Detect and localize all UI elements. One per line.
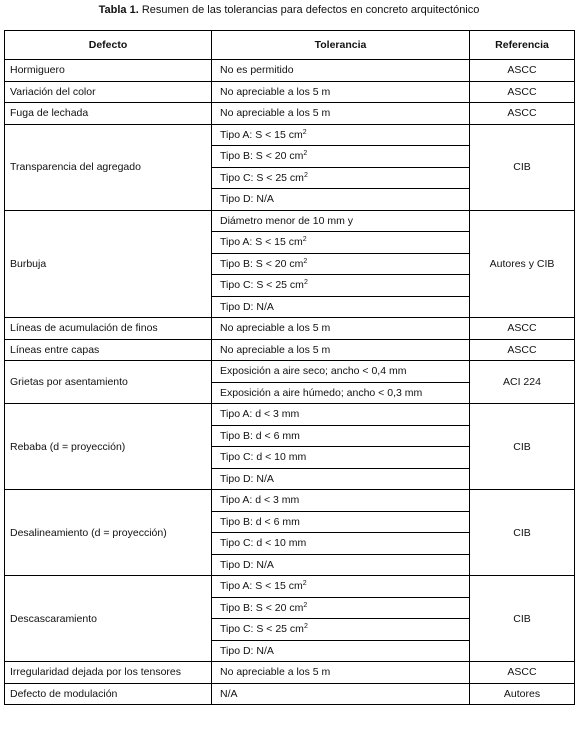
tolerance-cell: N/A: [212, 683, 470, 705]
table-row: [5, 210, 575, 232]
table-caption-label: Tabla 1.: [98, 4, 139, 16]
reference-cell: ASCC: [470, 339, 575, 361]
tolerance-cell: No apreciable a los 5 m: [212, 339, 470, 361]
table-row: [5, 490, 575, 512]
reference-cell: CIB: [470, 404, 575, 490]
tolerance-cell: Tipo C: d < 10 mm: [212, 447, 470, 469]
tolerance-cell: Exposición a aire seco; ancho < 0,4 mm: [212, 361, 470, 383]
tolerance-cell: Tipo B: S < 20 $cm^2$: [212, 597, 470, 619]
tolerance-cell: Exposición a aire húmedo; ancho < 0,3 mm: [212, 382, 470, 404]
tolerances-table: [4, 30, 575, 705]
tolerance-cell: Tipo D: N/A: [212, 554, 470, 576]
defect-cell: Grietas por asentamiento: [5, 361, 212, 404]
table-row: [5, 576, 575, 598]
reference-cell: CIB: [470, 490, 575, 576]
table-row: [5, 81, 575, 103]
table-row: [5, 318, 575, 340]
defect-cell: Transparencia del agregado: [5, 124, 212, 210]
tolerance-cell: Tipo C: S < 25 $cm^2$: [212, 167, 470, 189]
table-row: [5, 404, 575, 426]
tolerance-cell: No apreciable a los 5 m: [212, 662, 470, 684]
tolerance-cell: Tipo D: N/A: [212, 189, 470, 211]
tolerance-cell: Tipo A: d < 3 mm: [212, 490, 470, 512]
reference-cell: ASCC: [470, 103, 575, 125]
tolerance-cell: Tipo B: S < 20 $cm^2$: [212, 146, 470, 168]
reference-cell: ASCC: [470, 318, 575, 340]
table-row: [5, 339, 575, 361]
table-row: [5, 60, 575, 82]
table-row: [5, 683, 575, 705]
defect-cell: Burbuja: [5, 210, 212, 318]
reference-cell: ACI 224: [470, 361, 575, 404]
defect-cell: Defecto de modulación: [5, 683, 212, 705]
tolerance-cell: No apreciable a los 5 m: [212, 318, 470, 340]
defect-cell: Líneas de acumulación de finos: [5, 318, 212, 340]
header-referencia: Referencia: [470, 31, 575, 60]
defect-cell: Descascaramiento: [5, 576, 212, 662]
reference-cell: ASCC: [470, 662, 575, 684]
tolerance-cell: No apreciable a los 5 m: [212, 81, 470, 103]
header-defecto: Defecto: [5, 31, 212, 60]
defect-cell: Hormiguero: [5, 60, 212, 82]
tolerance-cell: Tipo A: S < 15 $cm^2$: [212, 124, 470, 146]
header-tolerancia: Tolerancia: [212, 31, 470, 60]
reference-cell: Autores y CIB: [470, 210, 575, 318]
tolerance-cell: Tipo C: d < 10 mm: [212, 533, 470, 555]
reference-cell: ASCC: [470, 81, 575, 103]
defect-cell: Desalineamiento (d = proyección): [5, 490, 212, 576]
table-caption: [0, 4, 578, 17]
table-row: [5, 124, 575, 146]
table-row: [5, 103, 575, 125]
tolerance-cell: Tipo D: N/A: [212, 640, 470, 662]
tolerance-cell: Diámetro menor de 10 mm y: [212, 210, 470, 232]
defect-cell: Líneas entre capas: [5, 339, 212, 361]
tolerance-cell: No es permitido: [212, 60, 470, 82]
defect-cell: Irregularidad dejada por los tensores: [5, 662, 212, 684]
reference-cell: CIB: [470, 124, 575, 210]
tolerance-cell: Tipo A: d < 3 mm: [212, 404, 470, 426]
reference-cell: ASCC: [470, 60, 575, 82]
tolerance-cell: Tipo A: S < 15 $cm^2$: [212, 232, 470, 254]
table-body: [5, 60, 575, 705]
defect-cell: Rebaba (d = proyección): [5, 404, 212, 490]
table-caption-text: Resumen de las tolerancias para defectos en concreto arquitectónico: [138, 4, 480, 16]
reference-cell: Autores: [470, 683, 575, 705]
tolerance-cell: Tipo D: N/A: [212, 296, 470, 318]
tolerance-cell: Tipo C: S < 25 $cm^2$: [212, 619, 470, 641]
table-header-row: [5, 31, 575, 60]
defect-cell: Fuga de lechada: [5, 103, 212, 125]
tolerance-cell: Tipo B: d < 6 mm: [212, 511, 470, 533]
tolerance-cell: Tipo B: S < 20 $cm^2$: [212, 253, 470, 275]
tolerance-cell: Tipo D: N/A: [212, 468, 470, 490]
reference-cell: CIB: [470, 576, 575, 662]
tolerance-cell: Tipo C: S < 25 $cm^2$: [212, 275, 470, 297]
tolerance-cell: No apreciable a los 5 m: [212, 103, 470, 125]
tolerance-cell: Tipo B: d < 6 mm: [212, 425, 470, 447]
tolerance-cell: Tipo A: S < 15 $cm^2$: [212, 576, 470, 598]
table-row: [5, 361, 575, 383]
defect-cell: Variación del color: [5, 81, 212, 103]
table-row: [5, 662, 575, 684]
